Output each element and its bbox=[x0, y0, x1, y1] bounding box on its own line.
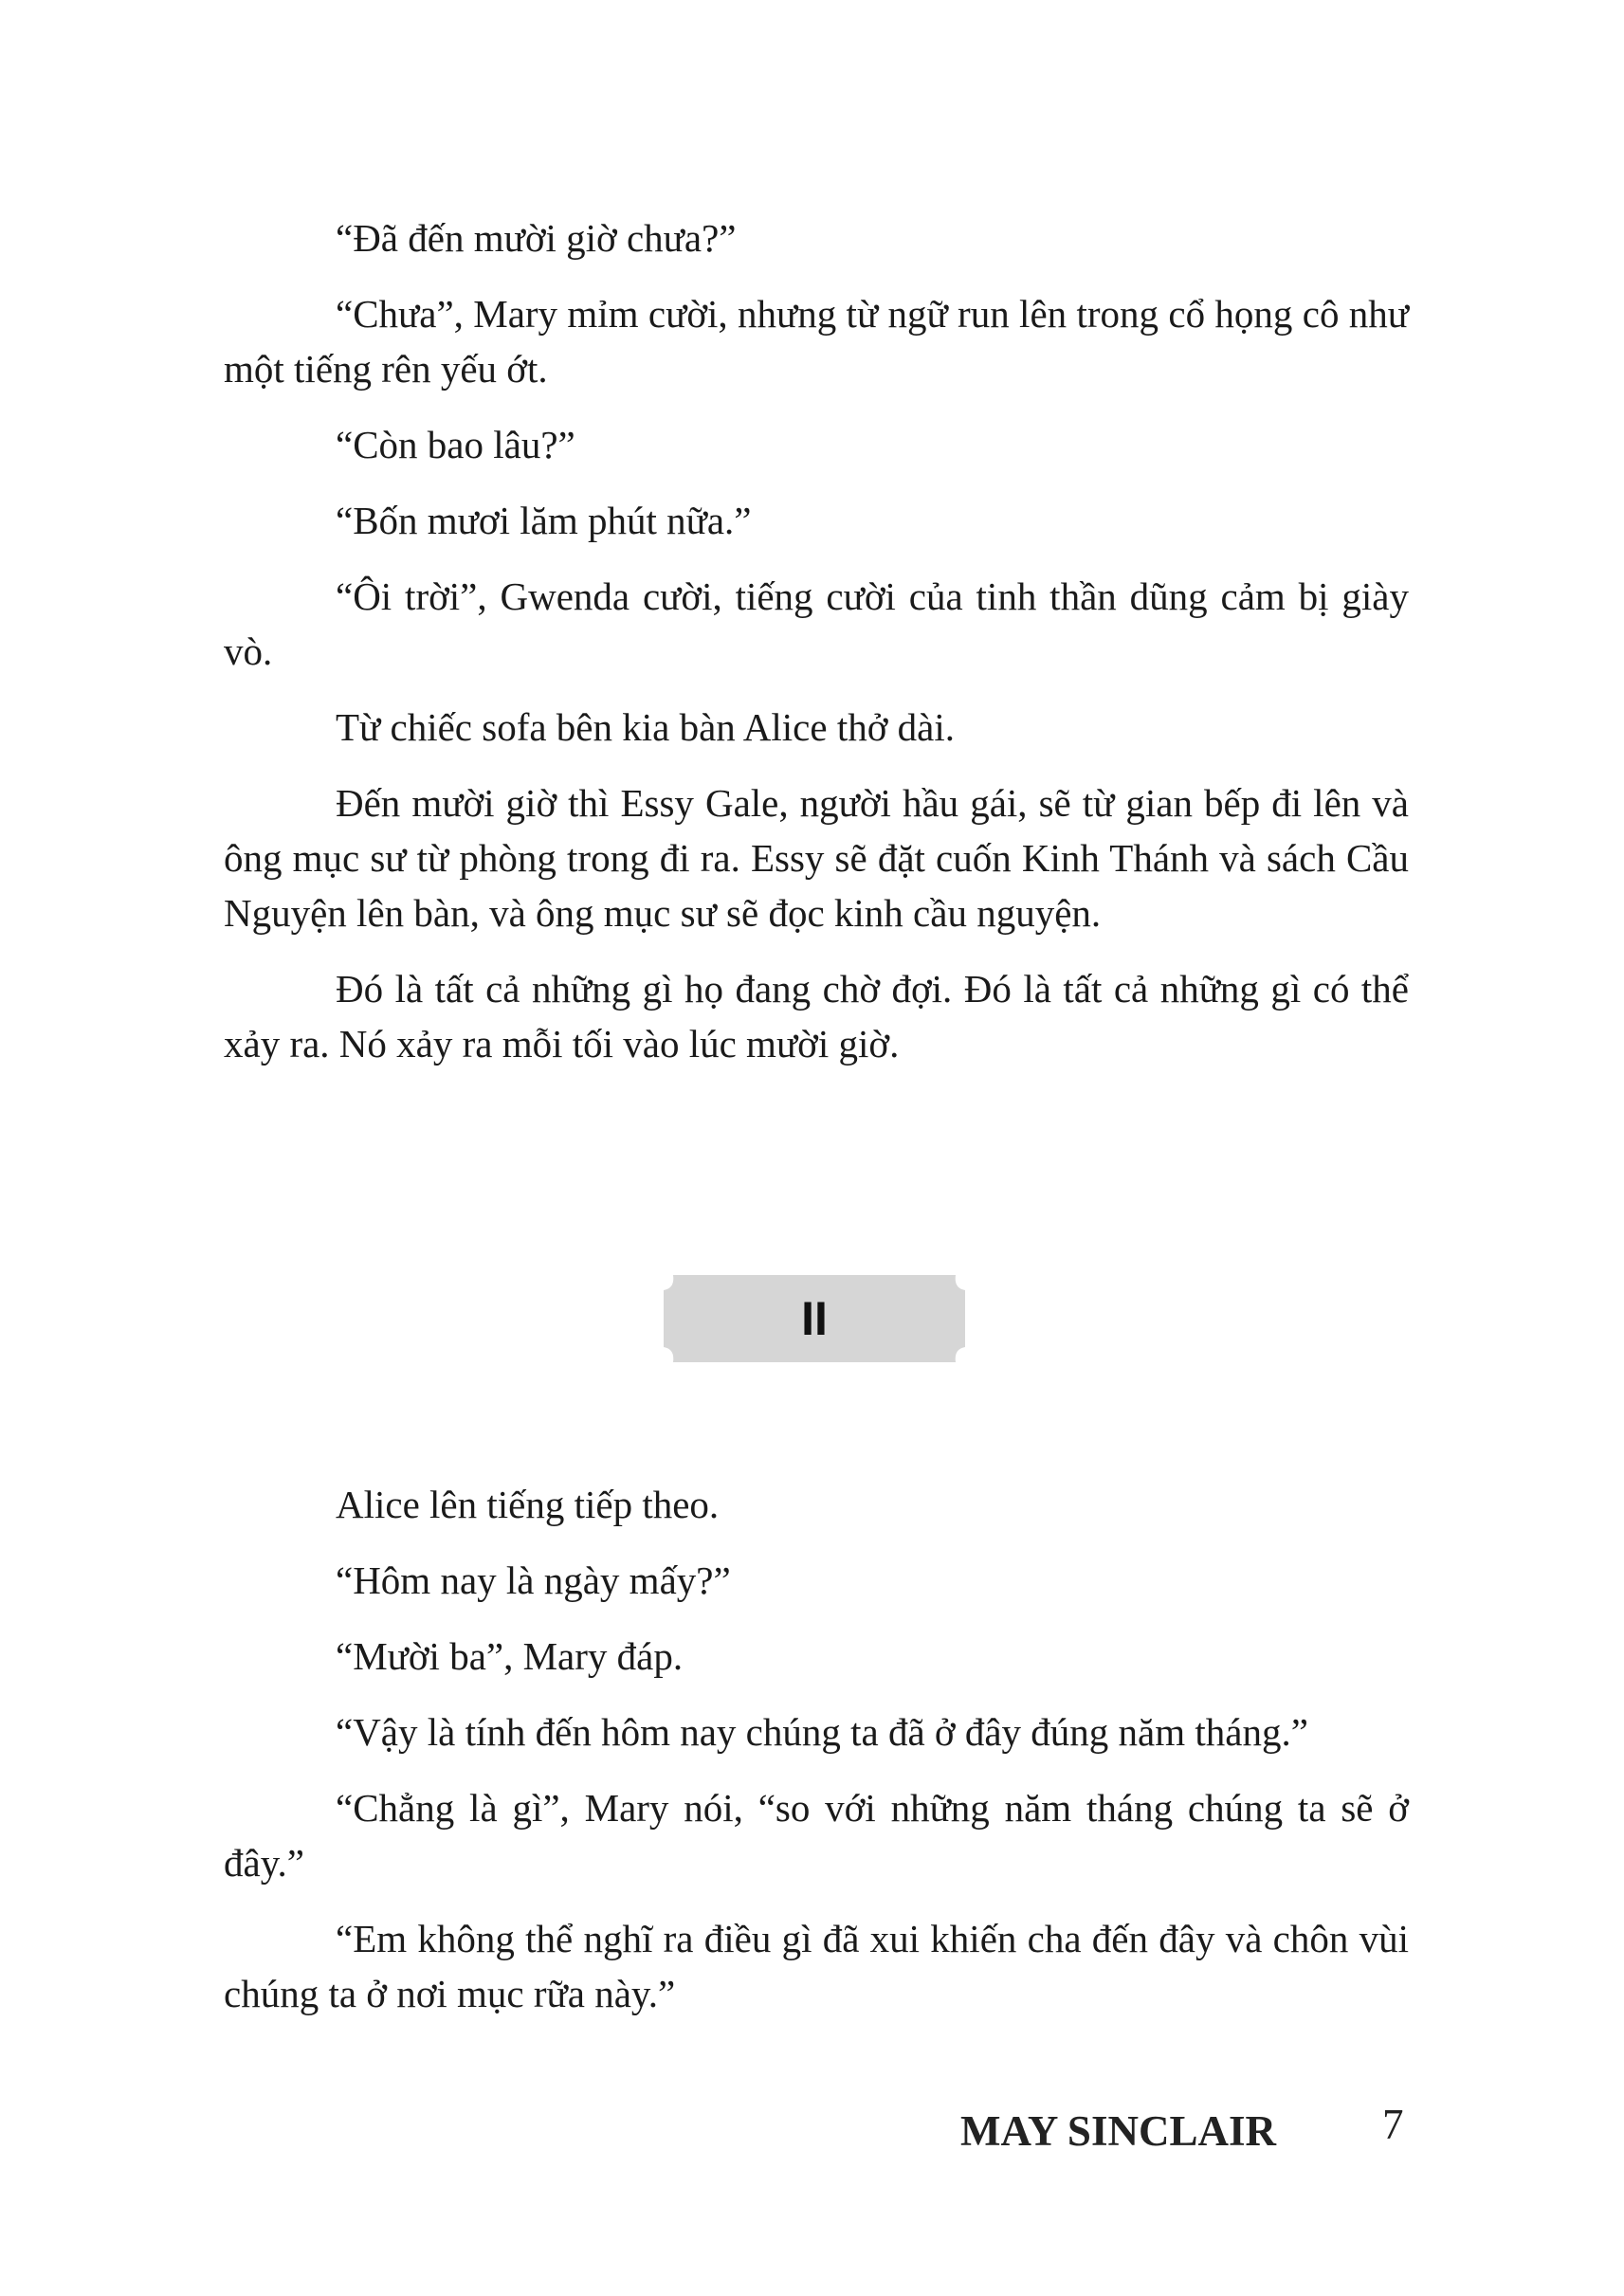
paragraph: Alice lên tiếng tiếp theo. bbox=[336, 1483, 720, 1526]
page-number: 7 bbox=[1382, 2101, 1404, 2148]
paragraph: “Đã đến mười giờ chưa?” bbox=[336, 216, 737, 260]
paragraph: “Mười ba”, Mary đáp. bbox=[336, 1634, 684, 1678]
section-one-text bbox=[224, 210, 1409, 1092]
section-number: II bbox=[801, 1292, 828, 1345]
paragraph: “Bốn mươi lăm phút nữa.” bbox=[336, 499, 752, 542]
paragraph: “Hôm nay là ngày mấy?” bbox=[336, 1558, 731, 1602]
running-footer-author: MAY SINCLAIR bbox=[960, 2107, 1276, 2155]
paragraph: “Ôi trời”, Gwenda cười, tiếng cười của tinh thần dũng cảm bị giày vò. bbox=[224, 574, 1409, 673]
section-two-text bbox=[224, 1477, 1409, 2042]
paragraph: “Vậy là tính đến hôm nay chúng ta đã ở đây đúng năm tháng.” bbox=[336, 1710, 1308, 1754]
section-number-plate bbox=[664, 1275, 965, 1362]
paragraph: Đến mười giờ thì Essy Gale, người hầu gái, sẽ từ gian bếp đi lên và ông mục sư từ phòng trong đi ra. Essy sẽ đặt cuốn Kinh Thánh và sách Cầu Nguyện lên bàn, và ông mục sư sẽ đọc kinh cầu nguyện. bbox=[224, 781, 1409, 935]
paragraph: “Còn bao lâu?” bbox=[336, 423, 575, 466]
paragraph: “Em không thể nghĩ ra điều gì đã xui khiến cha đến đây và chôn vùi chúng ta ở nơi mục rữa này.” bbox=[224, 1917, 1409, 2015]
paragraph: “Chẳng là gì”, Mary nói, “so với những năm tháng chúng ta sẽ ở đây.” bbox=[224, 1786, 1409, 1885]
paragraph: “Chưa”, Mary mỉm cười, nhưng từ ngữ run lên trong cổ họng cô như một tiếng rên yếu ớt. bbox=[224, 292, 1409, 391]
paragraph: Đó là tất cả những gì họ đang chờ đợi. Đó là tất cả những gì có thể xảy ra. Nó xảy ra mỗi tối vào lúc mười giờ. bbox=[224, 967, 1409, 1066]
paragraph: Từ chiếc sofa bên kia bàn Alice thở dài. bbox=[336, 705, 955, 749]
